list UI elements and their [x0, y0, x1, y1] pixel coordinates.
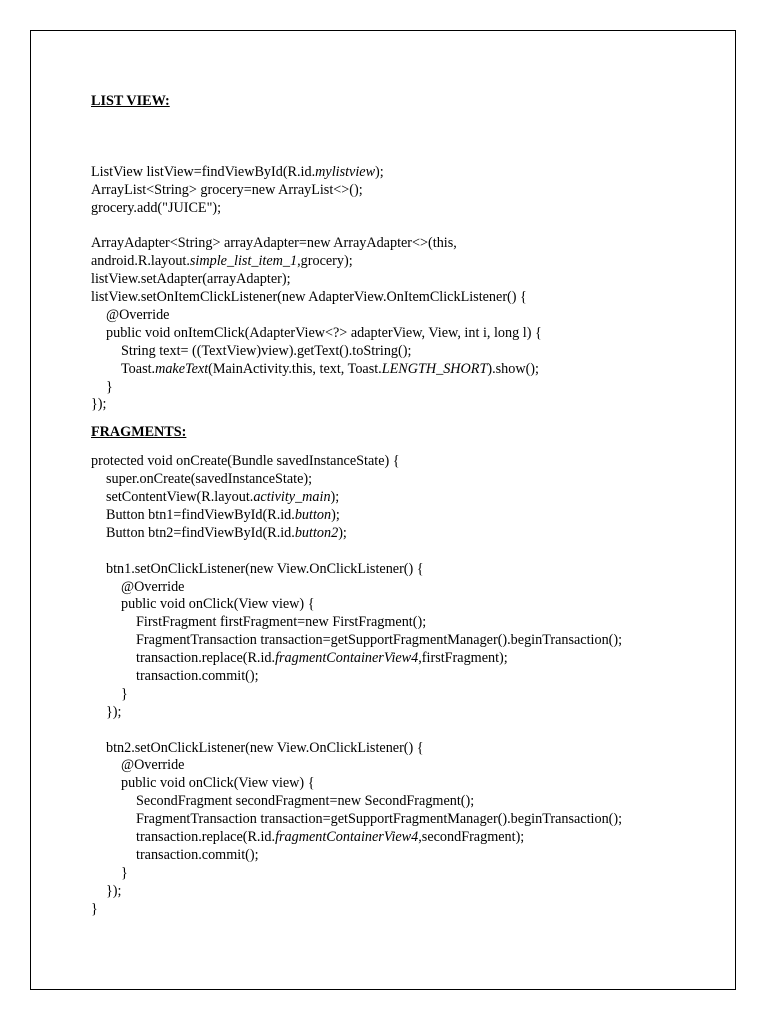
code-identifier: activity_main: [253, 489, 331, 506]
code-text: });: [91, 396, 107, 413]
code-line: [91, 164, 731, 182]
code-text: }: [121, 864, 128, 881]
code-line: [91, 901, 731, 919]
code-text: listView.setAdapter(arrayAdapter);: [91, 271, 291, 288]
code-line: [91, 668, 731, 686]
code-text: transaction.replace(R.id.: [136, 828, 276, 845]
code-text: @Override: [106, 307, 170, 324]
fragments-code-block: [91, 453, 731, 918]
code-line: [91, 361, 731, 379]
code-line: [91, 650, 731, 668]
code-line: [91, 289, 731, 307]
code-text: @Override: [121, 578, 185, 595]
listview-heading: LIST VIEW:: [91, 93, 170, 109]
code-text: ListView listView=findViewById(R.id.: [91, 163, 316, 180]
code-identifier: LENGTH_SHORT: [381, 360, 488, 377]
code-line: [91, 579, 731, 597]
code-text: }: [121, 685, 128, 702]
code-line: [91, 829, 731, 847]
code-text: transaction.commit();: [136, 667, 259, 684]
code-line: [91, 561, 731, 579]
document-content: [91, 93, 731, 918]
code-text: ).show();: [487, 360, 539, 377]
code-text: );: [330, 489, 340, 506]
code-line: [91, 596, 731, 614]
code-line: [91, 793, 731, 811]
code-line: [91, 200, 731, 218]
code-line: [91, 343, 731, 361]
code-line: [91, 775, 731, 793]
code-text: setContentView(R.layout.: [106, 489, 254, 506]
code-line: [91, 489, 731, 507]
code-text: super.onCreate(savedInstanceState);: [106, 471, 313, 488]
code-text: btn1.setOnClickListener(new View.OnClickListener() {: [106, 560, 424, 577]
code-text: );: [375, 163, 384, 180]
code-text: FragmentTransaction transaction=getSupportFragmentManager().beginTransaction();: [136, 811, 623, 828]
code-line: [91, 396, 731, 414]
code-identifier: makeText: [155, 360, 209, 377]
code-text: FragmentTransaction transaction=getSupportFragmentManager().beginTransaction();: [136, 632, 623, 649]
code-text: public void onClick(View view) {: [121, 775, 315, 792]
code-text: );: [331, 506, 340, 523]
code-line: [91, 325, 731, 343]
code-line: [91, 614, 731, 632]
code-text: transaction.replace(R.id.: [136, 650, 276, 667]
code-line: [91, 757, 731, 775]
code-identifier: fragmentContainerView4: [275, 828, 419, 845]
code-line: [91, 686, 731, 704]
code-text: ArrayAdapter<String> arrayAdapter=new ArrayAdapter<>(this,: [91, 235, 457, 252]
code-line: [91, 883, 731, 901]
spacer: [91, 111, 731, 164]
code-line: [91, 847, 731, 865]
code-text: public void onItemClick(AdapterView<?> adapterView, View, int i, long l) {: [106, 324, 542, 341]
code-text: });: [106, 703, 122, 720]
code-line: [91, 218, 731, 236]
code-text: listView.setOnItemClickListener(new AdapterView.OnItemClickListener() {: [91, 289, 527, 306]
code-identifier: mylistview: [315, 163, 376, 180]
code-text: protected void onCreate(Bundle savedInstanceState) {: [91, 453, 400, 470]
code-line: [91, 453, 731, 471]
code-text: transaction.commit();: [136, 846, 259, 863]
code-identifier: button: [294, 506, 332, 523]
code-line: [91, 271, 731, 289]
code-text: ,firstFragment);: [418, 650, 508, 667]
code-identifier: fragmentContainerView4: [275, 650, 419, 667]
code-line: [91, 525, 731, 543]
code-line: [91, 182, 731, 200]
code-text: }: [91, 900, 98, 917]
spacer: [91, 442, 731, 453]
code-text: });: [106, 882, 122, 899]
fragments-heading: FRAGMENTS:: [91, 424, 187, 441]
code-text: grocery.add("JUICE");: [91, 199, 222, 216]
code-text: );: [338, 524, 347, 541]
code-line: [91, 811, 731, 829]
code-line: [91, 543, 731, 561]
code-text: ,secondFragment);: [418, 828, 525, 845]
code-line: [91, 704, 731, 722]
code-line: [91, 307, 731, 325]
code-identifier: button2: [294, 524, 339, 541]
spacer: [91, 414, 731, 424]
code-line: [91, 253, 731, 271]
code-identifier: simple_list_item_1: [189, 253, 298, 270]
code-text: @Override: [121, 757, 185, 774]
code-text: Button btn1=findViewById(R.id.: [106, 506, 295, 523]
code-text: String text= ((TextView)view).getText().toString();: [121, 342, 412, 359]
code-text: SecondFragment secondFragment=new SecondFragment();: [136, 793, 475, 810]
code-text: android.R.layout.: [91, 253, 190, 270]
code-text: (MainActivity.this, text, Toast.: [208, 360, 382, 377]
code-line: [91, 632, 731, 650]
code-text: btn2.setOnClickListener(new View.OnClickListener() {: [106, 739, 424, 756]
code-text: }: [106, 378, 113, 395]
code-text: public void onClick(View view) {: [121, 596, 315, 613]
code-line: [91, 865, 731, 883]
code-text: ,grocery);: [297, 253, 353, 270]
code-text: ArrayList<String> grocery=new ArrayList<>();: [91, 181, 363, 198]
code-text: FirstFragment firstFragment=new FirstFragment();: [136, 614, 427, 631]
listview-code-block: [91, 164, 731, 414]
code-text: Toast.: [121, 360, 156, 377]
code-text: Button btn2=findViewById(R.id.: [106, 524, 295, 541]
code-line: [91, 471, 731, 489]
code-line: [91, 722, 731, 740]
code-line: [91, 235, 731, 253]
code-line: [91, 740, 731, 758]
code-line: [91, 507, 731, 525]
code-line: [91, 379, 731, 397]
